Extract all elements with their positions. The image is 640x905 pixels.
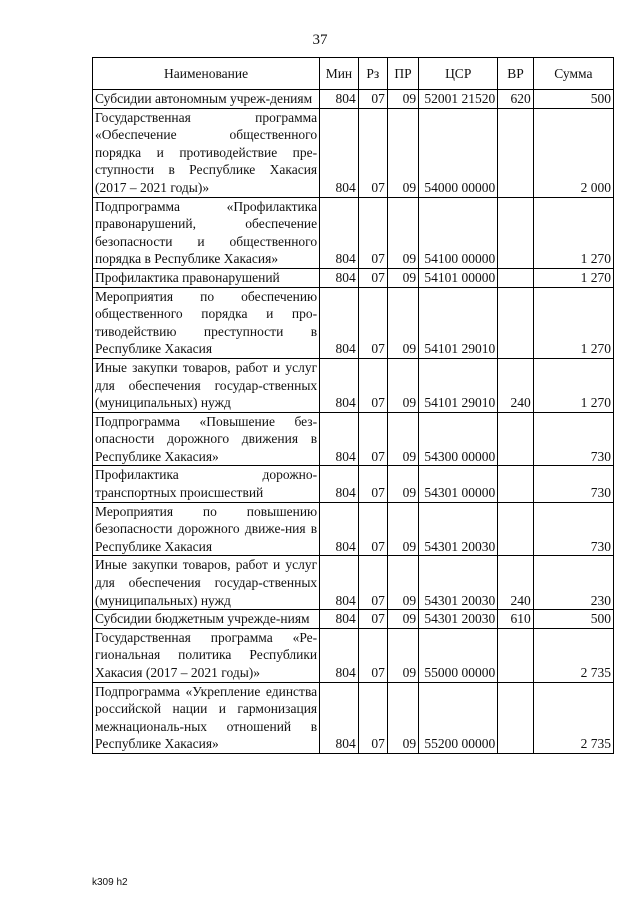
row-sum: 2 000 — [533, 108, 613, 197]
row-csr: 54301 20030 — [419, 610, 498, 629]
header-csr: ЦСР — [419, 58, 498, 90]
row-sum: 730 — [533, 502, 613, 556]
row-csr: 54000 00000 — [419, 108, 498, 197]
table-row — [93, 197, 614, 268]
row-csr: 55200 00000 — [419, 682, 498, 753]
row-sum: 2 735 — [533, 628, 613, 682]
table-row — [93, 556, 614, 610]
row-rz: 07 — [358, 628, 387, 682]
row-pr: 09 — [387, 628, 418, 682]
row-pr: 09 — [387, 197, 418, 268]
row-sum: 500 — [533, 90, 613, 109]
header-row — [93, 58, 614, 90]
page-number: 37 — [312, 32, 328, 48]
row-name: Подпрограмма «Профилактика правонарушений, обеспечение безопасности и общественного порядка в Республике Хакасия» — [93, 197, 320, 268]
table-row — [93, 90, 614, 109]
row-name: Профилактика правонарушений — [93, 268, 320, 287]
row-sum: 1 270 — [533, 358, 613, 412]
row-rz: 07 — [358, 90, 387, 109]
row-min: 804 — [320, 466, 359, 502]
header-pr: ПР — [387, 58, 418, 90]
row-min: 804 — [320, 682, 359, 753]
row-min: 804 — [320, 628, 359, 682]
row-csr: 54101 29010 — [419, 358, 498, 412]
row-rz: 07 — [358, 268, 387, 287]
table-row — [93, 287, 614, 358]
row-pr: 09 — [387, 108, 418, 197]
row-pr: 09 — [387, 610, 418, 629]
row-csr: 54101 29010 — [419, 287, 498, 358]
row-name: Субсидии бюджетным учрежде-ниям — [93, 610, 320, 629]
row-rz: 07 — [358, 502, 387, 556]
row-csr: 54301 20030 — [419, 556, 498, 610]
row-csr: 54301 20030 — [419, 502, 498, 556]
header-name: Наименование — [93, 58, 320, 90]
row-pr: 09 — [387, 502, 418, 556]
row-pr: 09 — [387, 90, 418, 109]
table-row — [93, 358, 614, 412]
row-vr — [498, 628, 533, 682]
row-sum: 1 270 — [533, 197, 613, 268]
row-vr — [498, 197, 533, 268]
row-rz: 07 — [358, 682, 387, 753]
row-csr: 55000 00000 — [419, 628, 498, 682]
row-min: 804 — [320, 268, 359, 287]
row-csr: 54300 00000 — [419, 412, 498, 466]
row-name: Мероприятия по повышению безопасности дорожного движе-ния в Республике Хакасия — [93, 502, 320, 556]
row-min: 804 — [320, 502, 359, 556]
table-row — [93, 412, 614, 466]
table-row — [93, 628, 614, 682]
row-vr: 240 — [498, 556, 533, 610]
row-sum: 500 — [533, 610, 613, 629]
row-csr: 52001 21520 — [419, 90, 498, 109]
row-name: Подпрограмма «Укрепление единства российской нации и гармонизация межнациональ-ных отношений в Республике Хакасия» — [93, 682, 320, 753]
footer-mark: k309 h2 — [92, 877, 128, 888]
row-csr: 54100 00000 — [419, 197, 498, 268]
row-vr: 610 — [498, 610, 533, 629]
row-sum: 230 — [533, 556, 613, 610]
row-min: 804 — [320, 358, 359, 412]
header-rz: Рз — [358, 58, 387, 90]
row-vr: 240 — [498, 358, 533, 412]
header-sum: Сумма — [533, 58, 613, 90]
row-rz: 07 — [358, 466, 387, 502]
row-rz: 07 — [358, 358, 387, 412]
row-name: Иные закупки товаров, работ и услуг для обеспечения государ-ственных (муниципальных) нужд — [93, 358, 320, 412]
row-csr: 54101 00000 — [419, 268, 498, 287]
table-row — [93, 682, 614, 753]
row-rz: 07 — [358, 287, 387, 358]
budget-table — [92, 57, 614, 754]
table-row — [93, 108, 614, 197]
row-min: 804 — [320, 412, 359, 466]
row-vr: 620 — [498, 90, 533, 109]
row-pr: 09 — [387, 466, 418, 502]
row-sum: 2 735 — [533, 682, 613, 753]
table-row — [93, 610, 614, 629]
row-name: Подпрограмма «Повышение без-опасности дорожного движения в Республике Хакасия» — [93, 412, 320, 466]
row-pr: 09 — [387, 358, 418, 412]
header-min: Мин — [320, 58, 359, 90]
row-sum: 730 — [533, 466, 613, 502]
table-row — [93, 502, 614, 556]
row-name: Субсидии автономным учреж-дениям — [93, 90, 320, 109]
row-rz: 07 — [358, 412, 387, 466]
row-min: 804 — [320, 90, 359, 109]
row-rz: 07 — [358, 610, 387, 629]
row-rz: 07 — [358, 197, 387, 268]
row-rz: 07 — [358, 108, 387, 197]
row-sum: 1 270 — [533, 268, 613, 287]
row-name: Государственная программа «Ре-гиональная политика Республики Хакасия (2017 – 2021 годы)» — [93, 628, 320, 682]
row-vr — [498, 108, 533, 197]
row-sum: 730 — [533, 412, 613, 466]
row-min: 804 — [320, 610, 359, 629]
table-row — [93, 268, 614, 287]
row-name: Мероприятия по обеспечению общественного порядка и про-тиводействию преступности в Республике Хакасия — [93, 287, 320, 358]
row-vr — [498, 502, 533, 556]
row-vr — [498, 466, 533, 502]
header-vr: ВР — [498, 58, 533, 90]
row-name: Государственная программа «Обеспечение общественного порядка и противодействие пре-ступности в Республике Хакасия (2017 – 2021 годы)» — [93, 108, 320, 197]
table-row — [93, 466, 614, 502]
row-rz: 07 — [358, 556, 387, 610]
row-sum: 1 270 — [533, 287, 613, 358]
row-pr: 09 — [387, 268, 418, 287]
row-pr: 09 — [387, 682, 418, 753]
row-name: Профилактика дорожно-транспортных происшествий — [93, 466, 320, 502]
row-min: 804 — [320, 287, 359, 358]
row-pr: 09 — [387, 412, 418, 466]
row-csr: 54301 00000 — [419, 466, 498, 502]
row-vr — [498, 682, 533, 753]
row-min: 804 — [320, 556, 359, 610]
row-pr: 09 — [387, 556, 418, 610]
row-vr — [498, 268, 533, 287]
row-min: 804 — [320, 108, 359, 197]
row-vr — [498, 287, 533, 358]
row-vr — [498, 412, 533, 466]
row-min: 804 — [320, 197, 359, 268]
row-name: Иные закупки товаров, работ и услуг для обеспечения государ-ственных (муниципальных) нужд — [93, 556, 320, 610]
row-pr: 09 — [387, 287, 418, 358]
